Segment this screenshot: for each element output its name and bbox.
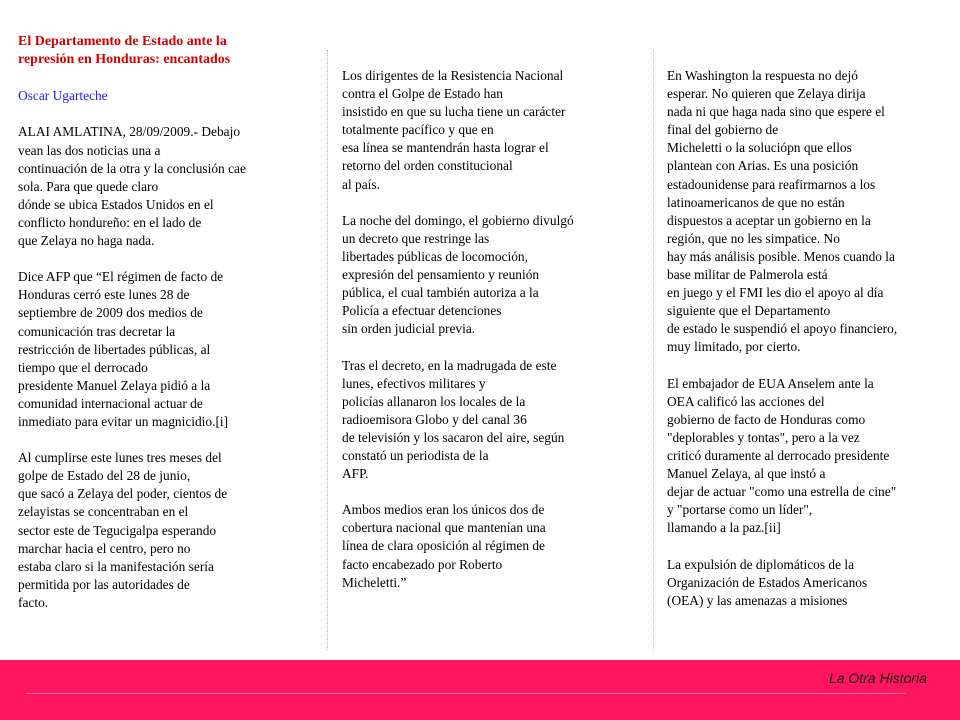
text-line: policías allanaron los locales de la: [342, 393, 526, 409]
text-line: base militar de Palmerola está: [667, 267, 828, 283]
text-line: final del gobierno de: [667, 122, 779, 138]
spacer: [18, 69, 246, 87]
text-line: "deplorables y tontas", pero a la vez: [667, 429, 860, 445]
text-line: pública, el cual también autoriza a la: [342, 285, 539, 301]
text-line: estaba claro si la manifestación sería: [18, 558, 214, 574]
footer-bar: [0, 660, 960, 720]
text-line: La noche del domingo, el gobierno divulgó: [342, 212, 574, 228]
column-1-body: [18, 123, 246, 612]
text-line: y "portarse como un líder",: [667, 502, 813, 518]
text-line: OEA calificó las acciones del: [667, 393, 825, 409]
article-title: [18, 33, 246, 69]
text-line: dónde se ubica Estados Unidos en el: [18, 196, 214, 212]
text-line: Los dirigentes de la Resistencia Nacional: [342, 68, 564, 83]
text-line: contra el Golpe de Estado han: [342, 86, 504, 102]
column-1: [18, 33, 246, 612]
text-line: totalmente pacífico y que en: [342, 122, 494, 138]
text-line: Micheletti.”: [342, 574, 407, 590]
paragraph: [342, 357, 574, 484]
paragraph: [667, 67, 897, 357]
footer-rule: [26, 693, 906, 694]
text-line: libertades públicas de locomoción,: [342, 248, 528, 264]
text-line: inmediato para evitar un magnicidio.[i]: [18, 413, 229, 429]
text-line: Policía a efectuar detenciones: [342, 303, 502, 319]
spacer: [18, 431, 246, 449]
text-line: comunicación tras decretar la: [18, 323, 176, 339]
column-divider: [653, 50, 654, 650]
spacer: [18, 105, 246, 123]
text-line: continuación de la otra y la conclusión cae: [18, 160, 246, 176]
text-line: latinoamericanos de que no están: [667, 194, 845, 210]
text-line: En Washington la respuesta no dejó: [667, 68, 858, 83]
text-line: El embajador de EUA Anselem ante la: [667, 375, 874, 391]
text-line: lunes, efectivos militares y: [342, 375, 486, 391]
footer-brand: La Otra Historia: [828, 670, 927, 686]
text-line: hay más análisis posible. Menos cuando la: [667, 248, 895, 264]
text-line: dispuestos a aceptar un gobierno en la: [667, 212, 871, 228]
text-line: Organización de Estados Americanos: [667, 574, 868, 590]
paragraph: [342, 67, 574, 194]
text-line: vean las dos noticias una a: [18, 142, 161, 158]
text-line: Ambos medios eran los únicos dos de: [342, 502, 545, 518]
text-line: sector este de Tegucigalpa esperando: [18, 522, 217, 538]
text-line: Manuel Zelaya, al que instó a: [667, 466, 826, 482]
text-line: esa línea se mantendrán hasta lograr el: [342, 140, 549, 156]
text-line: cobertura nacional que mantenían una: [342, 520, 546, 536]
text-line: plantean con Arias. Es una posición: [667, 158, 859, 174]
text-line: septiembre de 2009 dos medios de: [18, 305, 203, 321]
spacer: [18, 250, 246, 268]
text-line: La expulsión de diplomáticos de la: [667, 556, 855, 572]
text-line: restricción de libertades públicas, al: [18, 341, 211, 357]
text-line: al país.: [342, 176, 380, 192]
paragraph: [667, 556, 897, 610]
text-line: Dice AFP que “El régimen de facto de: [18, 269, 224, 285]
text-line: AFP.: [342, 466, 369, 482]
paragraph: [667, 375, 897, 538]
text-line: conflicto hondureño: en el lado de: [18, 214, 202, 230]
column-2: [342, 67, 574, 592]
text-line: Honduras cerró este lunes 28 de: [18, 287, 190, 303]
text-line: Tras el decreto, en la madrugada de este: [342, 357, 557, 373]
text-line: permitida por las autoridades de: [18, 576, 190, 592]
text-line: estadounidense para reafirmarnos a los: [667, 176, 876, 192]
text-line: comunidad internacional actuar de: [18, 395, 203, 411]
text-line: marchar hacia el centro, pero no: [18, 540, 191, 556]
spacer: [342, 483, 574, 501]
text-line: presidente Manuel Zelaya pidió a la: [18, 377, 211, 393]
spacer: [667, 357, 897, 375]
text-line: de estado le suspendió el apoyo financiero,: [667, 321, 898, 337]
text-line: esperar. No quieren que Zelaya dirija: [667, 86, 866, 102]
column-2-body: [342, 67, 574, 592]
column-3: [667, 67, 897, 610]
text-line: Al cumplirse este lunes tres meses del: [18, 450, 222, 466]
paragraph: [342, 212, 574, 339]
text-line: dejar de actuar "como una estrella de cine": [667, 484, 897, 500]
paragraph: [18, 449, 246, 612]
text-line: criticó duramente al derrocado presidente: [667, 447, 890, 463]
text-line: llamando a la paz.[ii]: [667, 520, 781, 536]
text-line: en juego y el FMI les dio el apoyo al día: [667, 285, 884, 301]
column-3-body: [667, 67, 897, 610]
text-line: región, que no les simpatice. No: [667, 230, 840, 246]
author-name: Oscar Ugarteche: [18, 88, 108, 104]
text-line: constató un periodista de la: [342, 447, 489, 463]
spacer: [667, 537, 897, 555]
text-line: sola. Para que quede claro: [18, 178, 159, 194]
column-divider: [327, 50, 328, 650]
text-line: ALAI AMLATINA, 28/09/2009.- Debajo: [18, 124, 241, 140]
text-line: un decreto que restringe las: [342, 230, 490, 246]
text-line: de televisión y los sacaron del aire, según: [342, 429, 565, 445]
paragraph: [342, 501, 574, 591]
title-line: El Departamento de Estado ante la: [18, 34, 227, 49]
text-line: radioemisora Globo y del canal 36: [342, 411, 527, 427]
text-line: zelayistas se concentraban en el: [18, 504, 189, 520]
spacer: [342, 194, 574, 212]
text-line: que sacó a Zelaya del poder, cientos de: [18, 486, 228, 502]
text-line: insistido en que su lucha tiene un carácter: [342, 104, 566, 120]
paragraph: [18, 268, 246, 431]
text-line: que Zelaya no haga nada.: [18, 233, 155, 249]
text-line: gobierno de facto de Honduras como: [667, 411, 866, 427]
text-line: facto encabezado por Roberto: [342, 556, 503, 572]
text-line: línea de clara oposición al régimen de: [342, 538, 546, 554]
text-line: nada ni que haga nada sino que espere el: [667, 104, 885, 120]
text-line: facto.: [18, 594, 49, 610]
text-line: golpe de Estado del 28 de junio,: [18, 468, 191, 484]
text-line: Micheletti o la soluciópn que ellos: [667, 140, 852, 156]
text-line: muy limitado, por cierto.: [667, 339, 801, 355]
text-line: retorno del orden constitucional: [342, 158, 513, 174]
text-line: siguiente que el Departamento: [667, 303, 831, 319]
spacer: [342, 338, 574, 356]
paragraph: [18, 123, 246, 250]
text-line: expresión del pensamiento y reunión: [342, 267, 540, 283]
text-line: sin orden judicial previa.: [342, 321, 476, 337]
text-line: tiempo que el derrocado: [18, 359, 148, 375]
title-line: represión en Honduras: encantados: [18, 52, 231, 68]
text-line: (OEA) y las amenazas a misiones: [667, 592, 848, 608]
